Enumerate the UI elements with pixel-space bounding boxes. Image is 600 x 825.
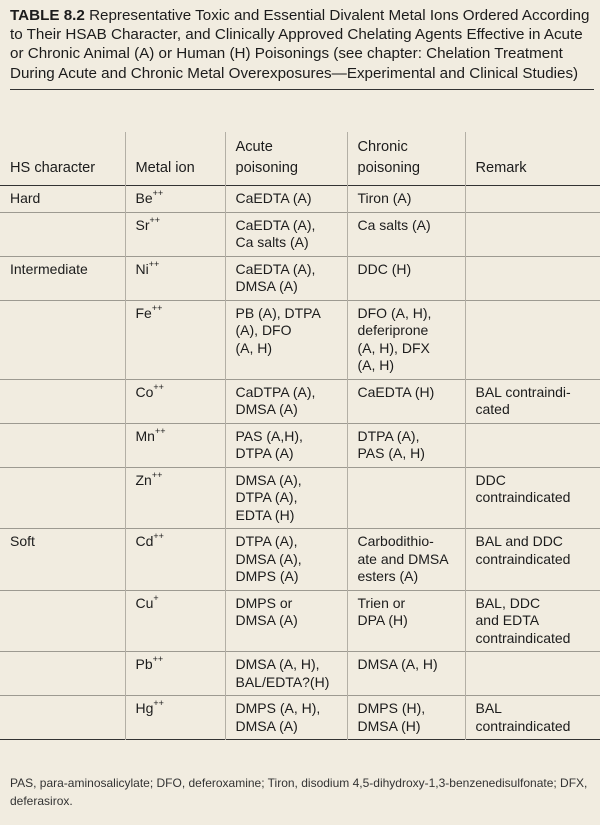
cell-acute-poisoning	[225, 423, 347, 467]
cell-chronic-poisoning	[347, 696, 465, 740]
table-row	[0, 256, 600, 300]
cell-acute-poisoning-line: DMSA (A, H),	[235, 656, 320, 672]
table-row	[0, 652, 600, 696]
metal-symbol: Fe	[135, 304, 152, 321]
metal-charge: ++	[151, 469, 163, 480]
cell-metal-ion	[125, 696, 225, 740]
cell-acute-poisoning-line: DMSA (A),	[235, 471, 302, 488]
metal-charge: ++	[149, 214, 161, 225]
cell-acute-poisoning-line: (A, H)	[235, 339, 273, 356]
table-row	[0, 529, 600, 591]
cell-remark	[465, 529, 600, 591]
metal-charge: ++	[148, 258, 160, 269]
cell-hs-character: Intermediate	[10, 260, 88, 277]
header-acute-line1: Acute	[235, 139, 273, 155]
metal-symbol: Hg	[135, 700, 154, 716]
cell-chronic-poisoning-line: esters (A)	[357, 568, 419, 584]
cell-chronic-poisoning-line: DMSA (H)	[357, 717, 421, 734]
cell-acute-poisoning	[225, 467, 347, 529]
cell-remark	[465, 186, 600, 213]
cell-acute-poisoning	[225, 300, 347, 379]
cell-hs-character	[0, 212, 125, 256]
table-number: TABLE 8.2	[10, 7, 85, 24]
table-row	[0, 696, 600, 740]
metal-symbol: Co	[135, 383, 154, 400]
cell-remark	[465, 652, 600, 696]
cell-chronic-poisoning	[347, 423, 465, 467]
cell-metal-ion	[125, 590, 225, 652]
cell-remark-line: DDC	[475, 471, 506, 488]
cell-acute-poisoning-line: CaDTPA (A),	[235, 383, 316, 400]
cell-acute-poisoning-line: EDTA (H)	[235, 506, 295, 523]
metal-charge: ++	[154, 425, 166, 436]
cell-remark-line: contraindicated	[475, 489, 571, 505]
cell-chronic-poisoning-line: DPA (H)	[357, 612, 408, 628]
cell-acute-poisoning-line: DMPS (A)	[235, 568, 299, 584]
header-chronic-poisoning	[347, 132, 465, 186]
cell-chronic-poisoning	[347, 186, 465, 213]
cell-remark	[465, 212, 600, 256]
chelation-table	[0, 132, 600, 740]
cell-remark-line: BAL and DDC	[475, 533, 563, 549]
header-metal-ion: Metal ion	[125, 132, 225, 186]
metal-symbol: Cd	[135, 533, 154, 549]
cell-remark	[465, 696, 600, 740]
cell-chronic-poisoning-line: CaEDTA (H)	[357, 383, 435, 400]
cell-remark	[465, 379, 600, 423]
table-footnote: PAS, para-aminosalicylate; DFO, deferoxamine; Tiron, disodium 4,5-dihydroxy-1,3-benzenedisulfonate; DFX, deferasirox.	[10, 776, 588, 808]
table-title: Representative Toxic and Essential Divalent Metal Ions Ordered According to Their HSAB Character, and Clinically Approved Chelating Agents Effective in Acute or Chronic Animal (A) or Human (H) Poisonings (see chapter: Chelation Treatment During Acute and Chronic Metal Overexposures—Experimental and Clinical Studies)	[10, 7, 590, 82]
cell-chronic-poisoning	[347, 590, 465, 652]
cell-metal-ion	[125, 256, 225, 300]
cell-acute-poisoning-line: Ca salts (A)	[235, 234, 309, 250]
table-row	[0, 379, 600, 423]
cell-hs-character	[0, 652, 125, 696]
cell-acute-poisoning	[225, 529, 347, 591]
cell-acute-poisoning-line: DMSA (A)	[235, 612, 298, 628]
cell-chronic-poisoning-line: (A, H)	[357, 357, 395, 373]
cell-chronic-poisoning-line: Ca salts (A)	[357, 216, 431, 233]
table-row	[0, 590, 600, 652]
cell-chronic-poisoning-line: DMSA (A, H)	[357, 656, 438, 672]
metal-charge: ++	[153, 698, 164, 709]
cell-remark-line: contraindicated	[475, 717, 571, 734]
metal-symbol: Cu	[135, 594, 154, 611]
table-row	[0, 300, 600, 379]
cell-metal-ion	[125, 379, 225, 423]
cell-acute-poisoning	[225, 212, 347, 256]
cell-remark-line: BAL, DDC	[475, 594, 541, 611]
cell-chronic-poisoning-line: Tiron (A)	[357, 190, 412, 206]
cell-chronic-poisoning	[347, 379, 465, 423]
cell-chronic-poisoning-line: ate and DMSA	[357, 550, 449, 567]
table-row	[0, 467, 600, 529]
cell-hs-character	[0, 379, 125, 423]
metal-charge: ++	[152, 188, 164, 199]
cell-remark-line: contraindicated	[475, 550, 571, 567]
cell-chronic-poisoning-line: deferiprone	[357, 322, 429, 338]
cell-chronic-poisoning-line: DMPS (H),	[357, 700, 426, 716]
table-row	[0, 423, 600, 467]
cell-acute-poisoning	[225, 256, 347, 300]
cell-acute-poisoning-line: DMPS (A, H),	[235, 700, 321, 716]
cell-remark	[465, 467, 600, 529]
cell-chronic-poisoning	[347, 300, 465, 379]
cell-hs-character: Hard	[10, 190, 41, 206]
header-row	[0, 132, 600, 186]
metal-charge: ++	[153, 531, 164, 542]
cell-acute-poisoning-line: DTPA (A),	[235, 533, 298, 549]
cell-hs-character	[0, 467, 125, 529]
cell-hs-character	[0, 696, 125, 740]
cell-acute-poisoning-line: (A), DFO	[235, 322, 292, 338]
cell-acute-poisoning-line: CaEDTA (A),	[235, 216, 316, 233]
cell-chronic-poisoning	[347, 529, 465, 591]
cell-chronic-poisoning	[347, 256, 465, 300]
cell-acute-poisoning-line: PB (A), DTPA	[235, 304, 321, 321]
cell-acute-poisoning-line: DTPA (A)	[235, 445, 294, 461]
header-acute-line2: poisoning	[235, 160, 298, 176]
cell-remark-line: BAL contraindi-	[475, 383, 571, 400]
metal-symbol: Sr	[135, 216, 150, 233]
cell-hs-character: Soft	[10, 533, 35, 549]
metal-symbol: Mn	[135, 427, 155, 444]
cell-metal-ion	[125, 186, 225, 213]
cell-remark-line: and EDTA	[475, 612, 540, 628]
header-hs-character: HS character	[10, 160, 96, 176]
header-acute-poisoning	[225, 132, 347, 186]
cell-acute-poisoning-line: DTPA (A),	[235, 489, 298, 505]
metal-charge: ++	[153, 381, 164, 392]
cell-acute-poisoning-line: DMSA (A),	[235, 550, 302, 567]
cell-remark-line: contraindicated	[475, 629, 571, 646]
cell-metal-ion	[125, 529, 225, 591]
cell-chronic-poisoning-line: DFO (A, H),	[357, 304, 432, 321]
cell-metal-ion	[125, 300, 225, 379]
cell-remark-line: cated	[475, 401, 510, 417]
cell-remark	[465, 300, 600, 379]
cell-remark	[465, 423, 600, 467]
cell-metal-ion	[125, 467, 225, 529]
metal-symbol: Pb	[135, 656, 153, 672]
cell-chronic-poisoning	[347, 467, 465, 529]
cell-acute-poisoning	[225, 379, 347, 423]
cell-acute-poisoning-line: PAS (A,H),	[235, 427, 303, 444]
cell-acute-poisoning	[225, 696, 347, 740]
table-row	[0, 186, 600, 213]
metal-charge: +	[153, 592, 159, 603]
cell-acute-poisoning	[225, 590, 347, 652]
cell-remark	[465, 590, 600, 652]
cell-remark-line: BAL	[475, 700, 502, 716]
metal-charge: ++	[151, 302, 163, 313]
header-chronic-line2: poisoning	[357, 160, 420, 176]
cell-acute-poisoning	[225, 186, 347, 213]
cell-chronic-poisoning	[347, 652, 465, 696]
cell-acute-poisoning-line: BAL/EDTA?(H)	[235, 673, 330, 690]
metal-symbol: Zn	[135, 471, 152, 488]
metal-symbol: Be	[135, 190, 153, 206]
cell-chronic-poisoning-line: PAS (A, H)	[357, 445, 425, 461]
cell-metal-ion	[125, 212, 225, 256]
cell-acute-poisoning-line: DMSA (A)	[235, 278, 298, 294]
cell-chronic-poisoning-line: Carbodithio-	[357, 533, 434, 549]
cell-acute-poisoning-line: DMSA (A)	[235, 717, 298, 734]
cell-hs-character	[0, 300, 125, 379]
cell-chronic-poisoning-line: DDC (H)	[357, 260, 412, 277]
cell-hs-character	[0, 423, 125, 467]
metal-charge: ++	[152, 654, 164, 665]
table-body	[0, 186, 600, 740]
cell-chronic-poisoning	[347, 212, 465, 256]
header-chronic-line1: Chronic	[357, 139, 408, 155]
cell-acute-poisoning-line: DMPS or	[235, 594, 293, 611]
cell-chronic-poisoning-line: (A, H), DFX	[357, 339, 430, 356]
header-remark: Remark	[465, 132, 600, 186]
cell-metal-ion	[125, 652, 225, 696]
table-row	[0, 212, 600, 256]
cell-remark	[465, 256, 600, 300]
cell-chronic-poisoning-line: Trien or	[357, 594, 406, 611]
cell-acute-poisoning	[225, 652, 347, 696]
cell-acute-poisoning-line: DMSA (A)	[235, 401, 298, 417]
cell-acute-poisoning-line: CaEDTA (A)	[235, 190, 312, 206]
metal-symbol: Ni	[135, 260, 149, 277]
cell-metal-ion	[125, 423, 225, 467]
cell-acute-poisoning-line: CaEDTA (A),	[235, 260, 316, 277]
table-caption	[10, 6, 594, 90]
cell-chronic-poisoning-line: DTPA (A),	[357, 427, 420, 444]
cell-hs-character	[0, 590, 125, 652]
